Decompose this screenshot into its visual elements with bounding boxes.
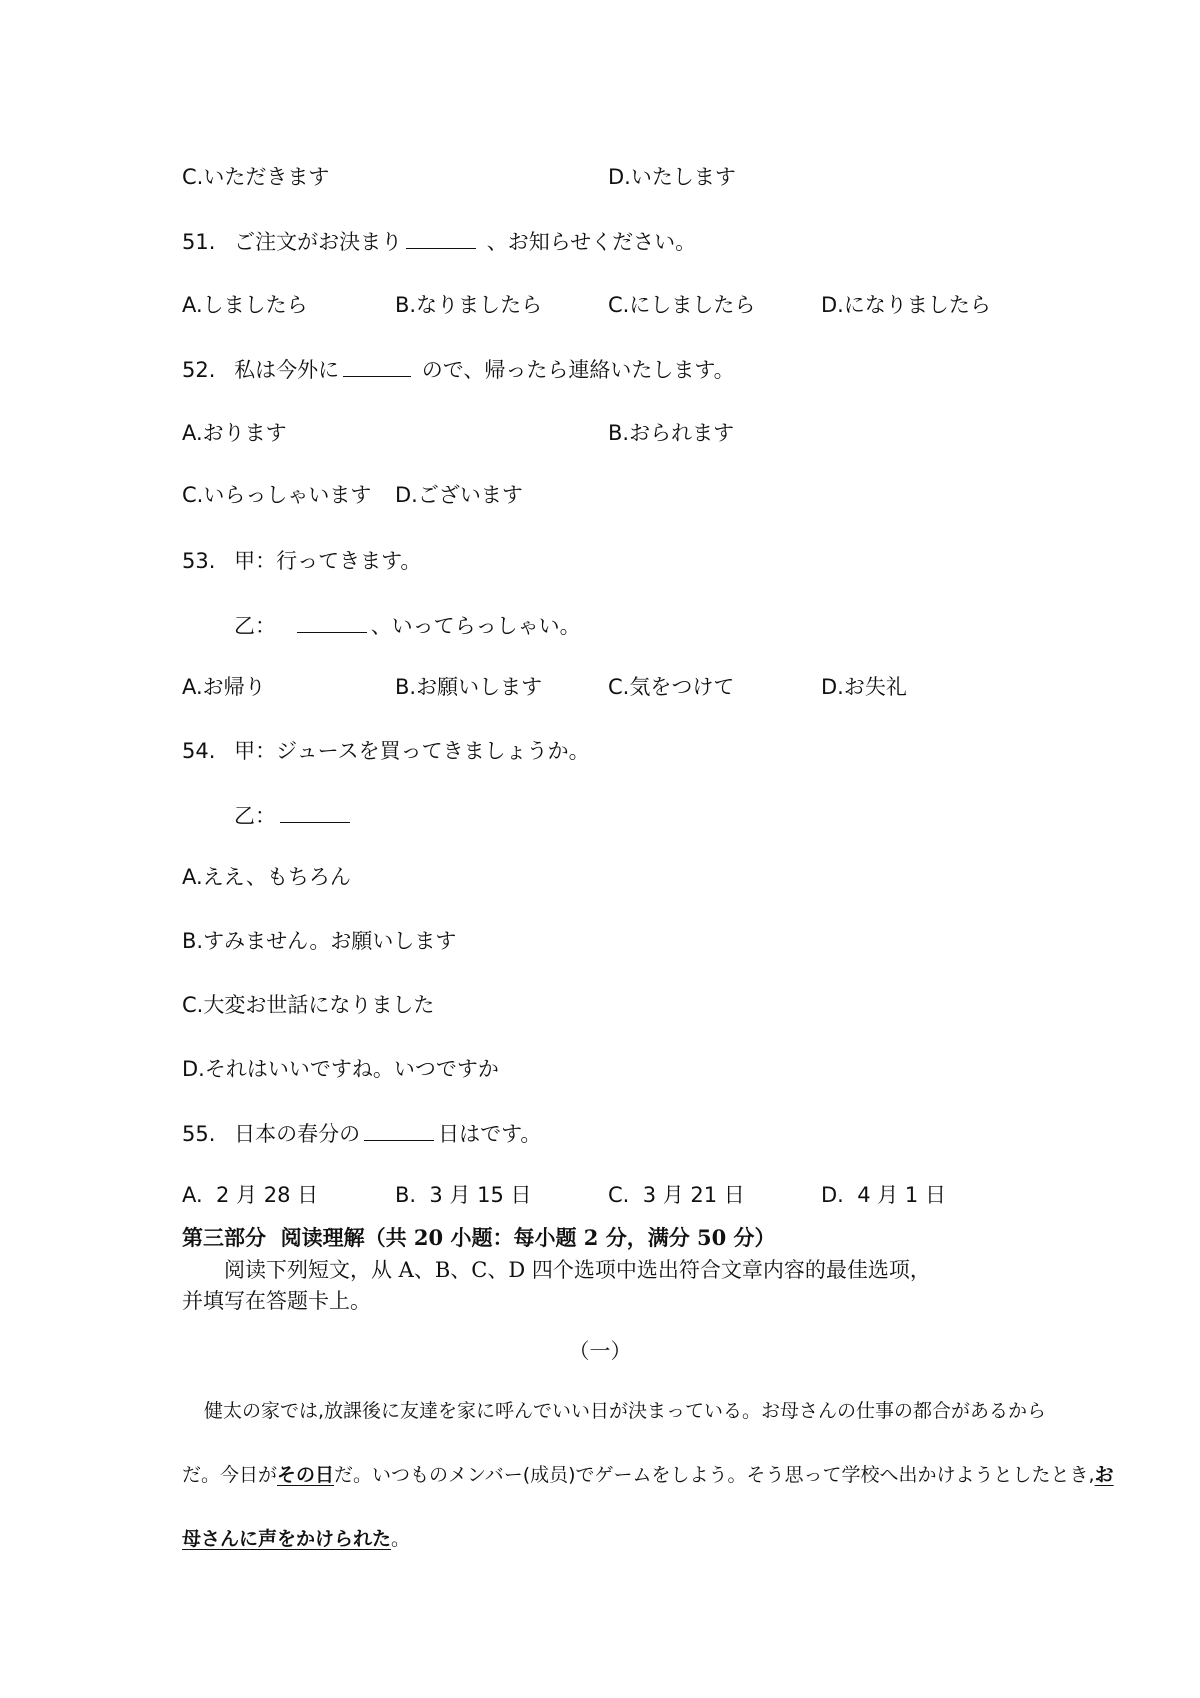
passage-text: だ。いつものメンバー(成员)でゲームをしよう。そう思って学校へ出かけようとしたとき, (334, 1464, 1095, 1486)
q55-option-b: B. 3 月 15 日 (395, 1183, 532, 1207)
instruction-line-2: 并填写在答题卡上。 (182, 1289, 371, 1313)
question-text-before: ご注文がお決まり (234, 230, 403, 254)
passage-line-3 (182, 1524, 410, 1554)
q52-option-b: B.おられます (608, 421, 735, 445)
q51-option-d: D.になりましたら (821, 293, 991, 317)
answer-blank (280, 800, 350, 823)
q52-option-c: C.いらっしゃいます (182, 483, 372, 507)
q51-option-a: A.しましたら (182, 293, 308, 317)
speaker-a-line: 行ってきます。 (276, 549, 422, 573)
question-text-after: ので、帰ったら連絡いたします。 (421, 358, 735, 382)
question-number: 52. (182, 358, 216, 382)
passage-text: 。 (391, 1528, 411, 1550)
q53-option-a: A.お帰り (182, 675, 266, 699)
speaker-a: 甲： (234, 549, 277, 573)
question-number: 54. (182, 739, 216, 763)
q51-option-c: C.にしましたら (608, 293, 756, 317)
underlined-phrase: その日 (277, 1464, 335, 1486)
question-54-reply (234, 800, 354, 831)
answer-blank (364, 1118, 434, 1141)
speaker-b: 乙： (234, 804, 276, 828)
question-54 (182, 736, 590, 766)
q53-option-c: C.気をつけて (608, 675, 735, 699)
speaker-a-line: ジュースを買ってきましょうか。 (276, 739, 590, 763)
passage-text: だ。今日が (182, 1464, 278, 1486)
q52-option-d: D.ございます (395, 483, 523, 507)
question-55 (182, 1118, 541, 1149)
q54-option-a: A.ええ、もちろん (182, 865, 351, 889)
question-text-before: 日本の春分の (234, 1122, 361, 1146)
underlined-phrase: お (1094, 1464, 1114, 1486)
passage-number: （一） (568, 1339, 632, 1363)
question-number: 53. (182, 549, 216, 573)
passage-line-1: 健太の家では,放課後に友達を家に呼んでいい日が決まっている。お母さんの仕事の都合があるから (204, 1400, 1047, 1422)
speaker-b: 乙： (234, 614, 276, 638)
question-number: 55. (182, 1122, 216, 1146)
answer-blank (297, 610, 367, 633)
question-52 (182, 354, 735, 385)
question-text-after: 日はです。 (438, 1122, 542, 1146)
question-text-after: 、お知らせください。 (486, 230, 697, 254)
answer-blank (343, 354, 411, 377)
question-53 (182, 546, 421, 576)
q54-option-b: B.すみません。お願いします (182, 929, 457, 953)
q52-option-a: A.おります (182, 421, 287, 445)
answer-blank (406, 226, 476, 249)
q54-option-c: C.大変お世話になりました (182, 993, 435, 1017)
q51-option-b: B.なりましたら (395, 293, 543, 317)
q53-option-d: D.お失礼 (821, 675, 907, 699)
section-heading: 第三部分 阅读理解（共 20 小题：每小题 2 分，满分 50 分） (182, 1225, 776, 1250)
q55-option-d: D. 4 月 1 日 (821, 1183, 946, 1207)
q53-option-b: B.お願いします (395, 675, 543, 699)
q50-option-c: C.いただきます (182, 165, 330, 189)
q54-option-d: D.それはいいですね。いつですか (182, 1057, 499, 1081)
question-51 (182, 226, 696, 257)
instruction-line-1: 阅读下列短文，从 A、B、C、D 四个选项中选出符合文章内容的最佳选项， (224, 1258, 931, 1282)
speaker-b-line: 、いってらっしゃい。 (370, 614, 581, 638)
passage-line-2 (182, 1460, 1114, 1490)
q50-option-d: D.いたします (608, 165, 736, 189)
question-number: 51. (182, 230, 216, 254)
q55-option-c: C. 3 月 21 日 (608, 1183, 745, 1207)
speaker-a: 甲： (234, 739, 277, 763)
q55-option-a: A. 2 月 28 日 (182, 1183, 319, 1207)
underlined-phrase: 母さんに声をかけられた (182, 1528, 392, 1550)
question-53-reply (234, 610, 581, 641)
question-text-before: 私は今外に (234, 358, 340, 382)
